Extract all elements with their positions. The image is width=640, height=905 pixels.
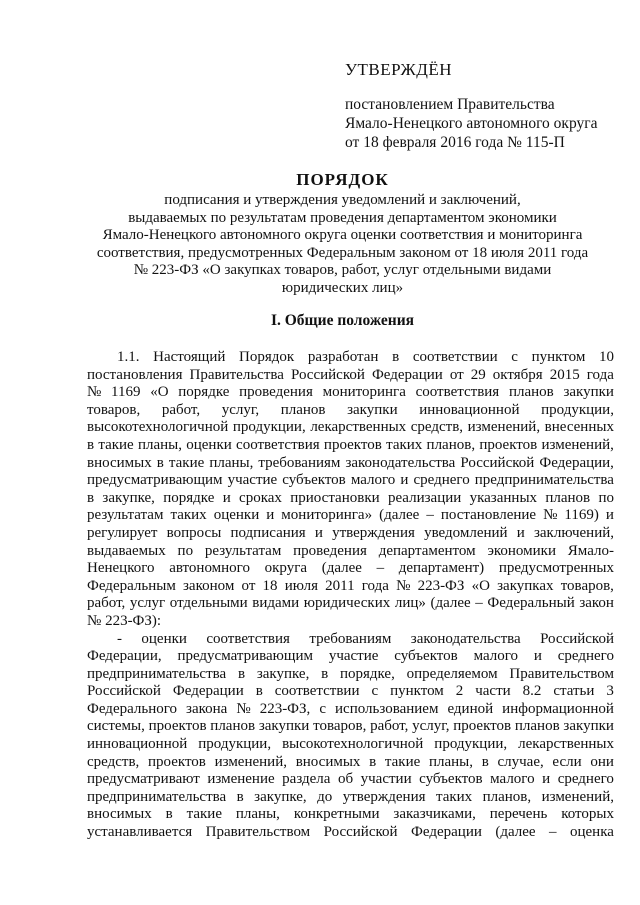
body-text-line: вносимых в такие планы, конкретными заказчиками, перечень которых xyxy=(87,806,614,823)
body-text-line: - оценки соответствия требованиям законодательства Российской xyxy=(117,630,614,647)
body-text-line: предпринимательства в закупке, до утверждения таких планов, изменений, xyxy=(87,788,614,805)
approval-line: постановлением Правительства xyxy=(345,96,555,113)
document-subtitle-line: соответствия, предусмотренных Федеральным законом от 18 июля 2011 года xyxy=(96,244,589,261)
approval-heading: УТВЕРЖДЁН xyxy=(345,60,452,79)
document-subtitle-line: юридических лиц» xyxy=(281,279,404,296)
body-text-line: системы, проектов планов закупки товаров, работ, услуг, проектов планов закупки xyxy=(87,718,614,735)
body-text-line: регулирует вопросы подписания и утверждения уведомлений и заключений, xyxy=(87,524,614,541)
body-text-line: средств, проектов изменений, вносимых в такие планы, в случае, если они xyxy=(87,753,614,770)
body-text-line: результатам таких оценки и мониторинга» (далее – постановление № 1169) и xyxy=(87,507,614,524)
document-title-block xyxy=(70,170,615,298)
section-title: I. Общие положения xyxy=(270,312,415,329)
body-text-line: предусматривают изменение раздела об участии субъектов малого и среднего xyxy=(87,771,614,788)
document-subtitle-line: Ямало-Ненецкого автономного округа оценки соответствия и мониторинга xyxy=(102,227,583,244)
body-text-line: № 223-ФЗ): xyxy=(87,612,162,629)
body-text-line: инновационной продукции, высокотехнологичной продукции, лекарственных xyxy=(87,736,614,753)
approval-line: Ямало-Ненецкого автономного округа xyxy=(345,115,598,132)
body-text-line: товаров, работ, услуг, планов закупки инновационной продукции, xyxy=(87,401,614,418)
body-text-line: Федерального закона № 223-ФЗ, с использованием единой информационной xyxy=(87,700,614,717)
body-text-line: в закупке, порядке и сроках приостановки реализации указанных планов по xyxy=(87,489,614,506)
body-text-line: Ненецкого автономного округа (далее – департамент) предусмотренных xyxy=(87,560,614,577)
body-text-line: работ, услуг отдельными видами юридических лиц» (далее – Федеральный закон xyxy=(87,595,614,612)
body-text-line: Российской Федерации в соответствии с пунктом 2 части 8.2 статьи 3 xyxy=(87,683,614,700)
body-text-line: высокотехнологичной продукции, лекарственных средств, изменений, внесенных xyxy=(87,419,614,436)
approval-stamp-block xyxy=(345,60,615,152)
body-text-line: предусматривающим участие субъектов малого и среднего предпринимательства xyxy=(87,472,614,489)
document-title: ПОРЯДОК xyxy=(296,170,389,189)
body-text-line: № 1169 «О порядке проведения мониторинга соответствия планов закупки xyxy=(87,384,614,401)
approval-line: от 18 февраля 2016 года № 115-П xyxy=(345,134,565,151)
document-subtitle-line: подписания и утверждения уведомлений и заключений, xyxy=(164,192,521,208)
body-text-line: Федеральным законом от 18 июля 2011 года № 223-ФЗ «О закупках товаров, xyxy=(87,577,614,594)
document-subtitle-line: выдаваемых по результатам проведения департаментом экономики xyxy=(128,209,557,226)
body-text-line: 1.1. Настоящий Порядок разработан в соответствии с пунктом 10 xyxy=(117,349,614,365)
document-subtitle-line: № 223-ФЗ «О закупках товаров, работ, услуг отдельными видами xyxy=(133,262,552,279)
body-text-line: вносимых в такие планы, требованиям законодательства Российской Федерации, xyxy=(87,454,614,471)
body-text-line: устанавливается Правительством Российской Федерации (далее – оценка xyxy=(87,824,614,841)
body-text-line: предпринимательства в закупке, в порядке, определяемом Правительством xyxy=(87,665,614,682)
body-text-line: постановления Правительства Российской Федерации от 29 октября 2015 года xyxy=(87,366,614,383)
body-text-line: в такие планы, оценки соответствия проектов таких планов, проектов изменений, xyxy=(87,436,614,453)
body-paragraphs xyxy=(87,349,614,842)
body-text-line: Федерации, предусматривающим участие субъектов малого и среднего xyxy=(87,648,614,665)
body-text-line: выдаваемых по результатам проведения департаментом экономики Ямало- xyxy=(87,542,614,559)
